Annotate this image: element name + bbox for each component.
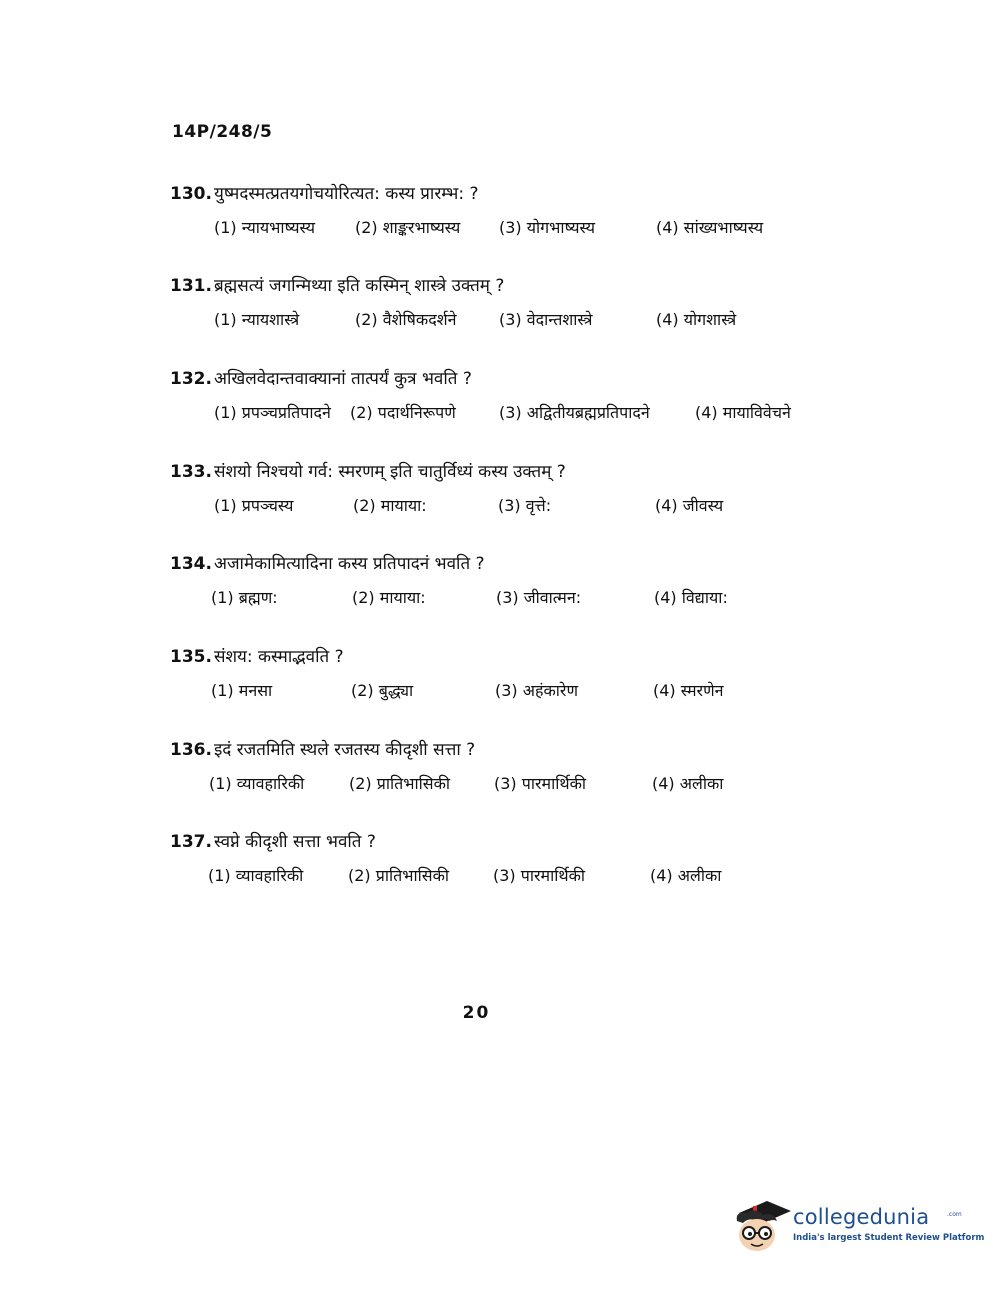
option-3: (3) पारमार्थिकी — [494, 774, 587, 793]
option-1: (1) न्यायशास्त्रे — [214, 310, 300, 329]
option-1: (1) मनसा — [211, 681, 273, 700]
option-3: (3) अहंकारेण — [495, 681, 579, 700]
question-130 — [170, 182, 850, 242]
option-4: (4) अलीका — [652, 774, 724, 793]
option-4: (4) विद्याया: — [654, 588, 728, 607]
question-text: संशय: कस्माद्भवति ? — [213, 647, 344, 667]
option-2: (2) वैशेषिकदर्शने — [355, 310, 457, 329]
option-2: (2) मायाया: — [353, 496, 427, 515]
option-3: (3) पारमार्थिकी — [493, 866, 586, 885]
logo-tagline: India's largest Student Review Platform — [793, 1233, 985, 1243]
question-stem — [170, 182, 850, 206]
question-stem — [170, 738, 850, 762]
question-stem — [170, 274, 850, 298]
question-number: 137. — [170, 832, 212, 852]
question-133 — [170, 460, 850, 520]
page-number: 20 — [462, 1003, 491, 1023]
options-row — [170, 864, 850, 890]
option-1: (1) व्यावहारिकी — [208, 866, 304, 885]
option-1: (1) ब्रह्मण: — [211, 588, 278, 607]
option-4: (4) अलीका — [650, 866, 722, 885]
question-text: स्वप्ने कीदृशी सत्ता भवति ? — [213, 832, 376, 852]
option-3: (3) वृत्ते: — [498, 496, 552, 515]
question-text: ब्रह्मसत्यं जगन्मिथ्या इति कस्मिन् शास्त्रे उक्तम् ? — [213, 276, 505, 296]
option-4: (4) सांख्यभाष्यस्य — [656, 218, 764, 237]
option-2: (2) पदार्थनिरूपणे — [350, 403, 456, 422]
option-1: (1) न्यायभाष्यस्य — [214, 218, 316, 237]
options-row — [170, 494, 850, 520]
page-code: 14P/248/5 — [172, 122, 273, 142]
question-stem — [170, 552, 850, 576]
question-134 — [170, 552, 850, 612]
question-131 — [170, 274, 850, 334]
option-3: (3) जीवात्मन: — [496, 588, 582, 607]
question-stem — [170, 460, 850, 484]
question-number: 131. — [170, 276, 212, 296]
collegedunia-logo — [733, 1195, 985, 1255]
student-mascot-icon — [733, 1195, 791, 1255]
question-137 — [170, 830, 850, 890]
question-number: 133. — [170, 462, 212, 482]
question-stem — [170, 367, 850, 391]
option-1: (1) प्रपञ्चस्य — [214, 496, 294, 515]
options-row — [170, 586, 850, 612]
options-row — [170, 679, 850, 705]
option-3: (3) अद्वितीयब्रह्मप्रतिपादने — [499, 403, 650, 422]
options-row — [170, 772, 850, 798]
question-number: 136. — [170, 740, 212, 760]
option-4: (4) जीवस्य — [655, 496, 724, 515]
options-row — [170, 308, 850, 334]
option-2: (2) मायाया: — [352, 588, 426, 607]
options-row — [170, 401, 850, 427]
option-3: (3) वेदान्तशास्त्रे — [499, 310, 593, 329]
logo-wordmark: collegedunia — [793, 1205, 930, 1229]
option-2: (2) प्रातिभासिकी — [349, 774, 451, 793]
option-2: (2) शाङ्करभाष्यस्य — [355, 218, 461, 237]
question-132 — [170, 367, 850, 427]
question-text: इदं रजतमिति स्थले रजतस्य कीदृशी सत्ता ? — [213, 740, 476, 760]
question-number: 130. — [170, 184, 212, 204]
question-135 — [170, 645, 850, 705]
option-3: (3) योगभाष्यस्य — [499, 218, 596, 237]
options-row — [170, 216, 850, 242]
option-4: (4) योगशास्त्रे — [656, 310, 737, 329]
question-number: 135. — [170, 647, 212, 667]
question-stem — [170, 830, 850, 854]
option-1: (1) व्यावहारिकी — [209, 774, 305, 793]
option-2: (2) बुद्ध्या — [351, 681, 414, 700]
question-text: संशयो निश्चयो गर्व: स्मरणम् इति चातुर्विध्यं कस्य उक्तम् ? — [213, 462, 566, 482]
logo-domain-suffix: .com — [947, 1211, 962, 1218]
question-text: युष्मदस्मत्प्रतयगोचयोरित्यत: कस्य प्रारम्भ: ? — [213, 184, 479, 204]
question-text: अखिलवेदान्तवाक्यानां तात्पर्यं कुत्र भवति ? — [213, 369, 472, 389]
question-number: 132. — [170, 369, 212, 389]
option-4: (4) स्मरणेन — [653, 681, 724, 700]
question-number: 134. — [170, 554, 212, 574]
question-stem — [170, 645, 850, 669]
question-text: अजामेकामित्यादिना कस्य प्रतिपादनं भवति ? — [213, 554, 485, 574]
option-1: (1) प्रपञ्चप्रतिपादने — [214, 403, 331, 422]
question-136 — [170, 738, 850, 798]
option-4: (4) मायाविवेचने — [695, 403, 791, 422]
option-2: (2) प्रातिभासिकी — [348, 866, 450, 885]
